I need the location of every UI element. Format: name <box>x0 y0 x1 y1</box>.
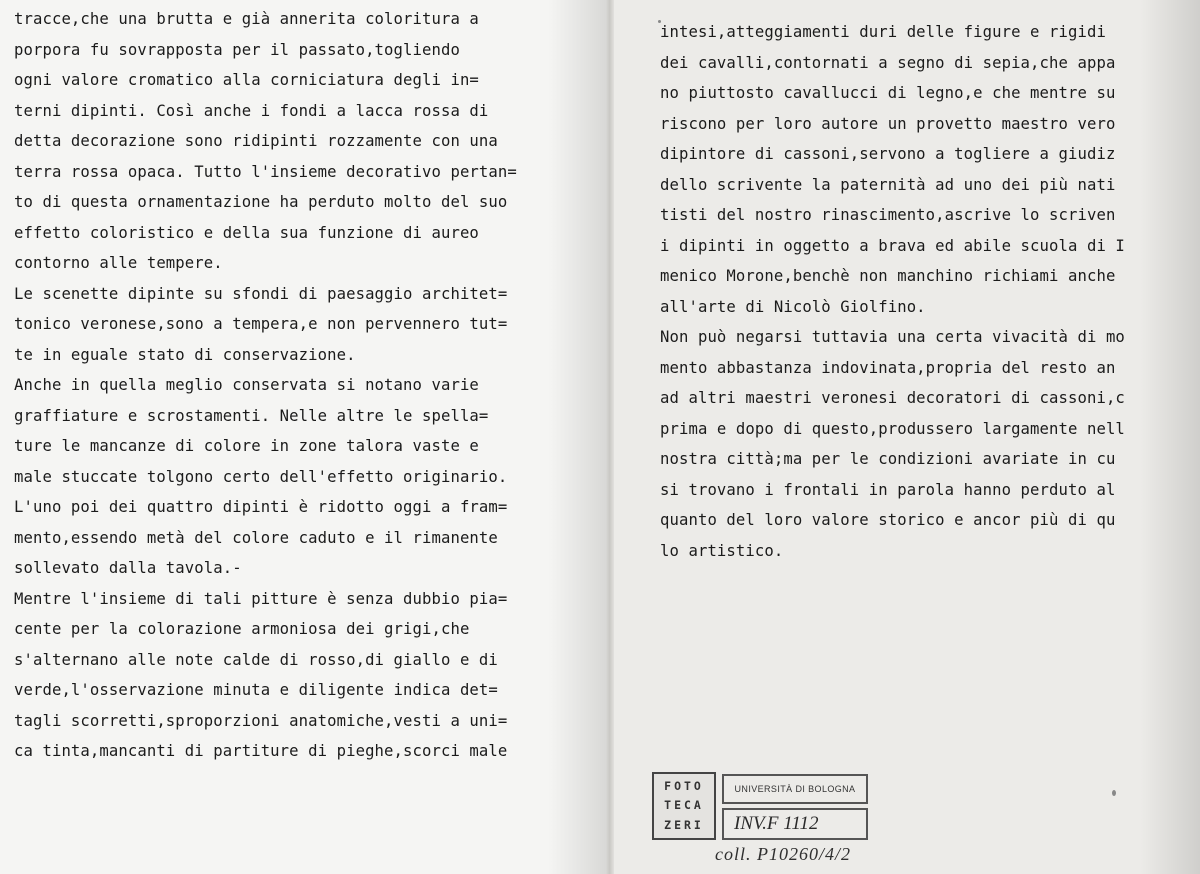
text-line: nostra città;ma per le condizioni avariate in cu <box>660 450 1116 468</box>
text-line: verde,l'osservazione minuta e diligente indica det= <box>14 681 498 699</box>
page-fold <box>606 0 614 874</box>
text-line: prima e dopo di questo,produssero largamente nell <box>660 419 1125 438</box>
text-line: terni dipinti. Così anche i fondi a lacca rossa di <box>14 101 489 120</box>
text-line: s'alternano alle note calde di rosso,di giallo e di <box>14 650 498 669</box>
text-line: porpora fu sovrapposta per il passato,togliendo <box>14 40 460 59</box>
text-line: Anche in quella meglio conservata si notano varie <box>14 376 479 394</box>
text-line: terra rossa opaca. Tutto l'insieme decorativo pertan= <box>14 162 517 181</box>
text-line: ture le mancanze di colore in zone talora vaste e <box>14 437 479 455</box>
left-page-text <box>14 4 606 767</box>
text-line: i dipinti in oggetto a brava ed abile scuola di I <box>660 236 1125 255</box>
text-line: ogni valore cromatico alla corniciatura degli in= <box>14 71 479 89</box>
text-line: te in eguale stato di conservazione. <box>14 345 356 364</box>
text-line: menico Morone,benchè non manchino richiami anche <box>660 267 1116 285</box>
text-line: dei cavalli,contornati a segno di sepia,che appa <box>660 53 1116 72</box>
text-line: to di questa ornamentazione ha perduto molto del suo <box>14 193 508 211</box>
text-line: male stuccate tolgono certo dell'effetto originario. <box>14 467 508 486</box>
text-line: dello scrivente la paternità ad uno dei più nati <box>660 175 1116 194</box>
text-line: mento,essendo metà del colore caduto e il rimanente <box>14 528 498 547</box>
text-line: graffiature e scrostamenti. Nelle altre le spella= <box>14 406 489 425</box>
text-line: Mentre l'insieme di tali pitture è senza dubbio pia= <box>14 589 508 608</box>
text-line: si trovano i frontali in parola hanno perduto al <box>660 480 1116 499</box>
text-line: tagli scorretti,sproporzioni anatomiche,vesti a uni= <box>14 711 508 730</box>
stamp-line: FOTO <box>664 778 704 793</box>
text-line: ad altri maestri veronesi decoratori di cassoni,c <box>660 389 1125 407</box>
stamp-line: TECA <box>664 798 704 813</box>
text-line: tisti del nostro rinascimento,ascrive lo scriven <box>660 206 1116 224</box>
text-line: riscono per loro autore un provetto maestro vero <box>660 114 1116 133</box>
collection-note: coll. P10260/4/2 <box>715 844 851 864</box>
text-line: contorno alle tempere. <box>14 254 223 272</box>
ink-speck <box>1112 790 1116 796</box>
university-stamp: UNIVERSITÀ DI BOLOGNA <box>722 774 868 804</box>
text-line: cente per la colorazione armoniosa dei grigi,che <box>14 620 470 638</box>
text-line: dipintore di cassoni,servono a togliere a giudiz <box>660 145 1116 163</box>
text-line: L'uno poi dei quattro dipinti è ridotto oggi a fram= <box>14 498 508 516</box>
text-line: Non può negarsi tuttavia una certa vivacità di mo <box>660 328 1125 346</box>
text-line: quanto del loro valore storico e ancor più di qu <box>660 511 1116 529</box>
inventory-number: INV.F 1112 <box>722 808 868 840</box>
text-line: intesi,atteggiamenti duri delle figure e rigidi <box>660 23 1106 41</box>
text-line: all'arte di Nicolò Giolfino. <box>660 297 926 316</box>
stamp-line: ZERI <box>664 817 704 832</box>
text-line: lo artistico. <box>660 541 784 560</box>
text-line: no piuttosto cavallucci di legno,e che mentre su <box>660 84 1116 102</box>
text-line: ca tinta,mancanti di partiture di pieghe,scorci male <box>14 742 508 760</box>
text-line: tracce,che una brutta e già annerita coloritura a <box>14 10 479 28</box>
text-line: Le scenette dipinte su sfondi di paesaggio architet= <box>14 284 508 303</box>
text-line: tonico veronese,sono a tempera,e non pervennero tut= <box>14 315 508 333</box>
ink-speck <box>658 20 661 23</box>
text-line: effetto coloristico e della sua funzione di aureo <box>14 223 479 242</box>
text-line: detta decorazione sono ridipinti rozzamente con una <box>14 132 498 150</box>
fototeca-zeri-stamp <box>652 772 716 840</box>
text-line: sollevato dalla tavola.- <box>14 559 242 577</box>
text-line: mento abbastanza indovinata,propria del resto an <box>660 358 1116 377</box>
right-page-text <box>660 17 1200 566</box>
